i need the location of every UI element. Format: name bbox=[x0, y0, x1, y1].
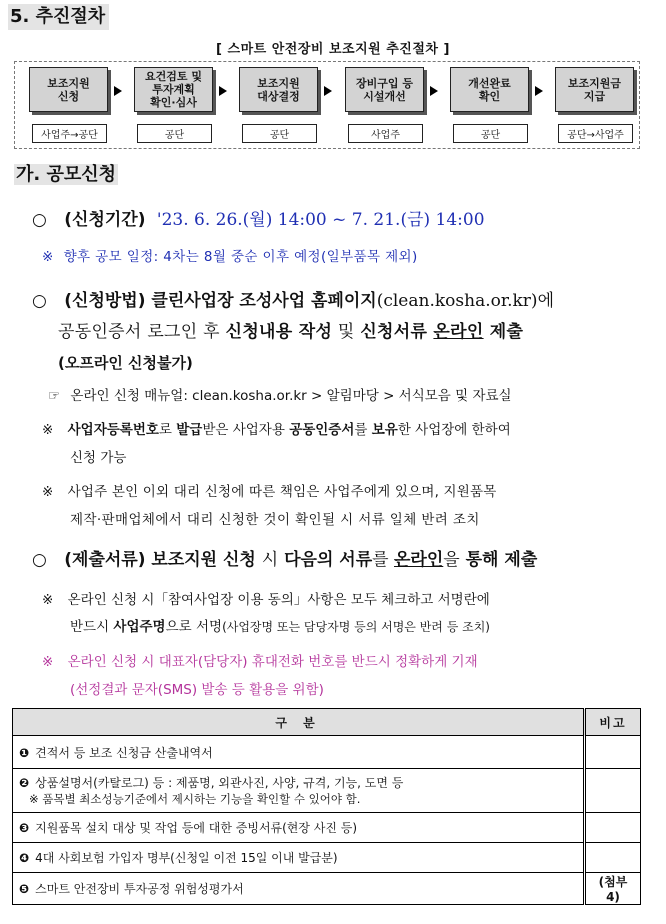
process-flow bbox=[14, 61, 640, 149]
flow-step-4: 장비구입 등 시설개선 bbox=[345, 67, 424, 112]
method-note-1: ※ 사업자등록번호로 발급받은 사업자용 공동인증서를 보유한 사업장에 한하여 bbox=[42, 422, 511, 438]
period-label: (신청기간) bbox=[64, 210, 146, 230]
note-mark: ※ bbox=[42, 422, 54, 438]
method-line-3: (오프라인 신청불가) bbox=[58, 354, 193, 372]
header-category: 구 분 bbox=[13, 709, 585, 736]
note-mark: ※ bbox=[42, 249, 54, 265]
docs-note-1-cont: 반드시 사업주명으로 서명(사업장명 또는 담당자명 등의 서명은 반려 등 조치) bbox=[70, 619, 490, 635]
header-note: 비고 bbox=[585, 709, 641, 736]
bullet-circle-icon: ○ bbox=[32, 550, 47, 570]
flow-actor-3: 공단 bbox=[242, 124, 317, 143]
flow-title: [ 스마트 안전장비 보조지원 추진절차 ] bbox=[216, 42, 450, 57]
subsection-title: 가. 공모신청 bbox=[16, 164, 117, 185]
method-line-2: 공동인증서 로그인 후 신청내용 작성 및 신청서류 온라인 제출 bbox=[58, 322, 524, 342]
bullet-circle-icon: ○ bbox=[32, 210, 47, 230]
note-mark: ※ bbox=[42, 592, 54, 608]
table-row: ❶ 견적서 등 보조 신청금 산출내역서 bbox=[13, 736, 641, 769]
number-5-icon: ❺ bbox=[19, 882, 30, 896]
manual-line: ☞ 온라인 신청 매뉴얼: clean.kosha.or.kr > 알림마당 > 서식모음 및 자료실 bbox=[48, 388, 512, 404]
number-2-icon: ❷ bbox=[19, 776, 30, 790]
method-note-1-cont: 신청 가능 bbox=[70, 450, 127, 466]
flow-step-3: 보조지원 대상결정 bbox=[239, 67, 318, 112]
attachment-note: (첨부4) bbox=[585, 873, 641, 905]
arrow-right-icon bbox=[430, 86, 438, 96]
flow-step-2: 요건검토 및 투자계획 확인·심사 bbox=[134, 67, 213, 112]
bullet-circle-icon: ○ bbox=[32, 291, 47, 311]
number-1-icon: ❶ bbox=[19, 745, 30, 760]
flow-actor-4: 사업주 bbox=[348, 124, 423, 143]
number-4-icon: ❹ bbox=[19, 851, 30, 865]
period-value: '23. 6. 26.(월) 14:00 ~ 7. 21.(금) 14:00 bbox=[156, 210, 485, 230]
period-note: ※ 향후 공모 일정: 4차는 8월 중순 이후 예정(일부품목 제외) bbox=[42, 249, 418, 265]
section-title: 5. 추진절차 bbox=[8, 4, 109, 30]
note-mark: ※ bbox=[42, 654, 54, 670]
required-documents-table bbox=[12, 708, 641, 905]
table-row: ❹ 4대 사회보험 가입자 명부(신청일 이전 15일 이내 발급분) bbox=[13, 843, 641, 873]
docs-line: ○ (제출서류) 보조지원 신청 시 다음의 서류를 온라인을 통해 제출 bbox=[32, 550, 538, 570]
flow-actor-6: 공단→사업주 bbox=[558, 124, 633, 143]
arrow-right-icon bbox=[324, 86, 332, 96]
table-row: ❸ 지원품목 설치 대상 및 작업 등에 대한 증빙서류(현장 사진 등) bbox=[13, 813, 641, 843]
pointing-hand-icon: ☞ bbox=[48, 388, 61, 404]
arrow-right-icon bbox=[535, 86, 543, 96]
method-note-2: ※ 사업주 본인 이외 대리 신청에 따른 책임은 사업주에게 있으며, 지원품목 bbox=[42, 484, 497, 500]
arrow-right-icon bbox=[114, 86, 122, 96]
flow-actor-1: 사업주→공단 bbox=[32, 124, 107, 143]
number-3-icon: ❸ bbox=[19, 821, 30, 835]
flow-actor-2: 공단 bbox=[137, 124, 212, 143]
docs-note-2: ※ 온라인 신청 시 대표자(담당자) 휴대전화 번호를 반드시 정확하게 기재 bbox=[42, 654, 478, 670]
note-mark: ※ bbox=[42, 484, 54, 500]
flow-step-1: 보조지원 신청 bbox=[29, 67, 108, 112]
flow-actor-5: 공단 bbox=[453, 124, 528, 143]
docs-note-1: ※ 온라인 신청 시「참여사업장 이용 동의」사항은 모두 체크하고 서명란에 bbox=[42, 592, 490, 608]
table-header-row bbox=[13, 709, 641, 736]
method-note-2-cont: 제작·판매업체에서 대리 신청한 것이 확인될 시 서류 일체 반려 조치 bbox=[70, 512, 480, 528]
table-row: ❺ 스마트 안전장비 투자공정 위험성평가서 (첨부4) bbox=[13, 873, 641, 905]
docs-note-2-cont: (선정결과 문자(SMS) 발송 등 활용을 위함) bbox=[70, 682, 324, 698]
flow-step-5: 개선완료 확인 bbox=[450, 67, 529, 112]
period-line bbox=[32, 210, 485, 230]
flow-step-6: 보조지원금 지급 bbox=[555, 67, 634, 112]
method-line-1: ○ (신청방법) 클린사업장 조성사업 홈페이지(clean.kosha.or.kr)에 bbox=[32, 291, 555, 311]
homepage-url: (clean.kosha.or.kr) bbox=[376, 291, 538, 311]
table-row: ❷ 상품설명서(카탈로그) 등 : 제품명, 외관사진, 사양, 규격, 기능, 도면 등 ※ 품목별 최소성능기준에서 제시하는 기능을 확인할 수 있어야 함. bbox=[13, 769, 641, 813]
arrow-right-icon bbox=[219, 86, 227, 96]
